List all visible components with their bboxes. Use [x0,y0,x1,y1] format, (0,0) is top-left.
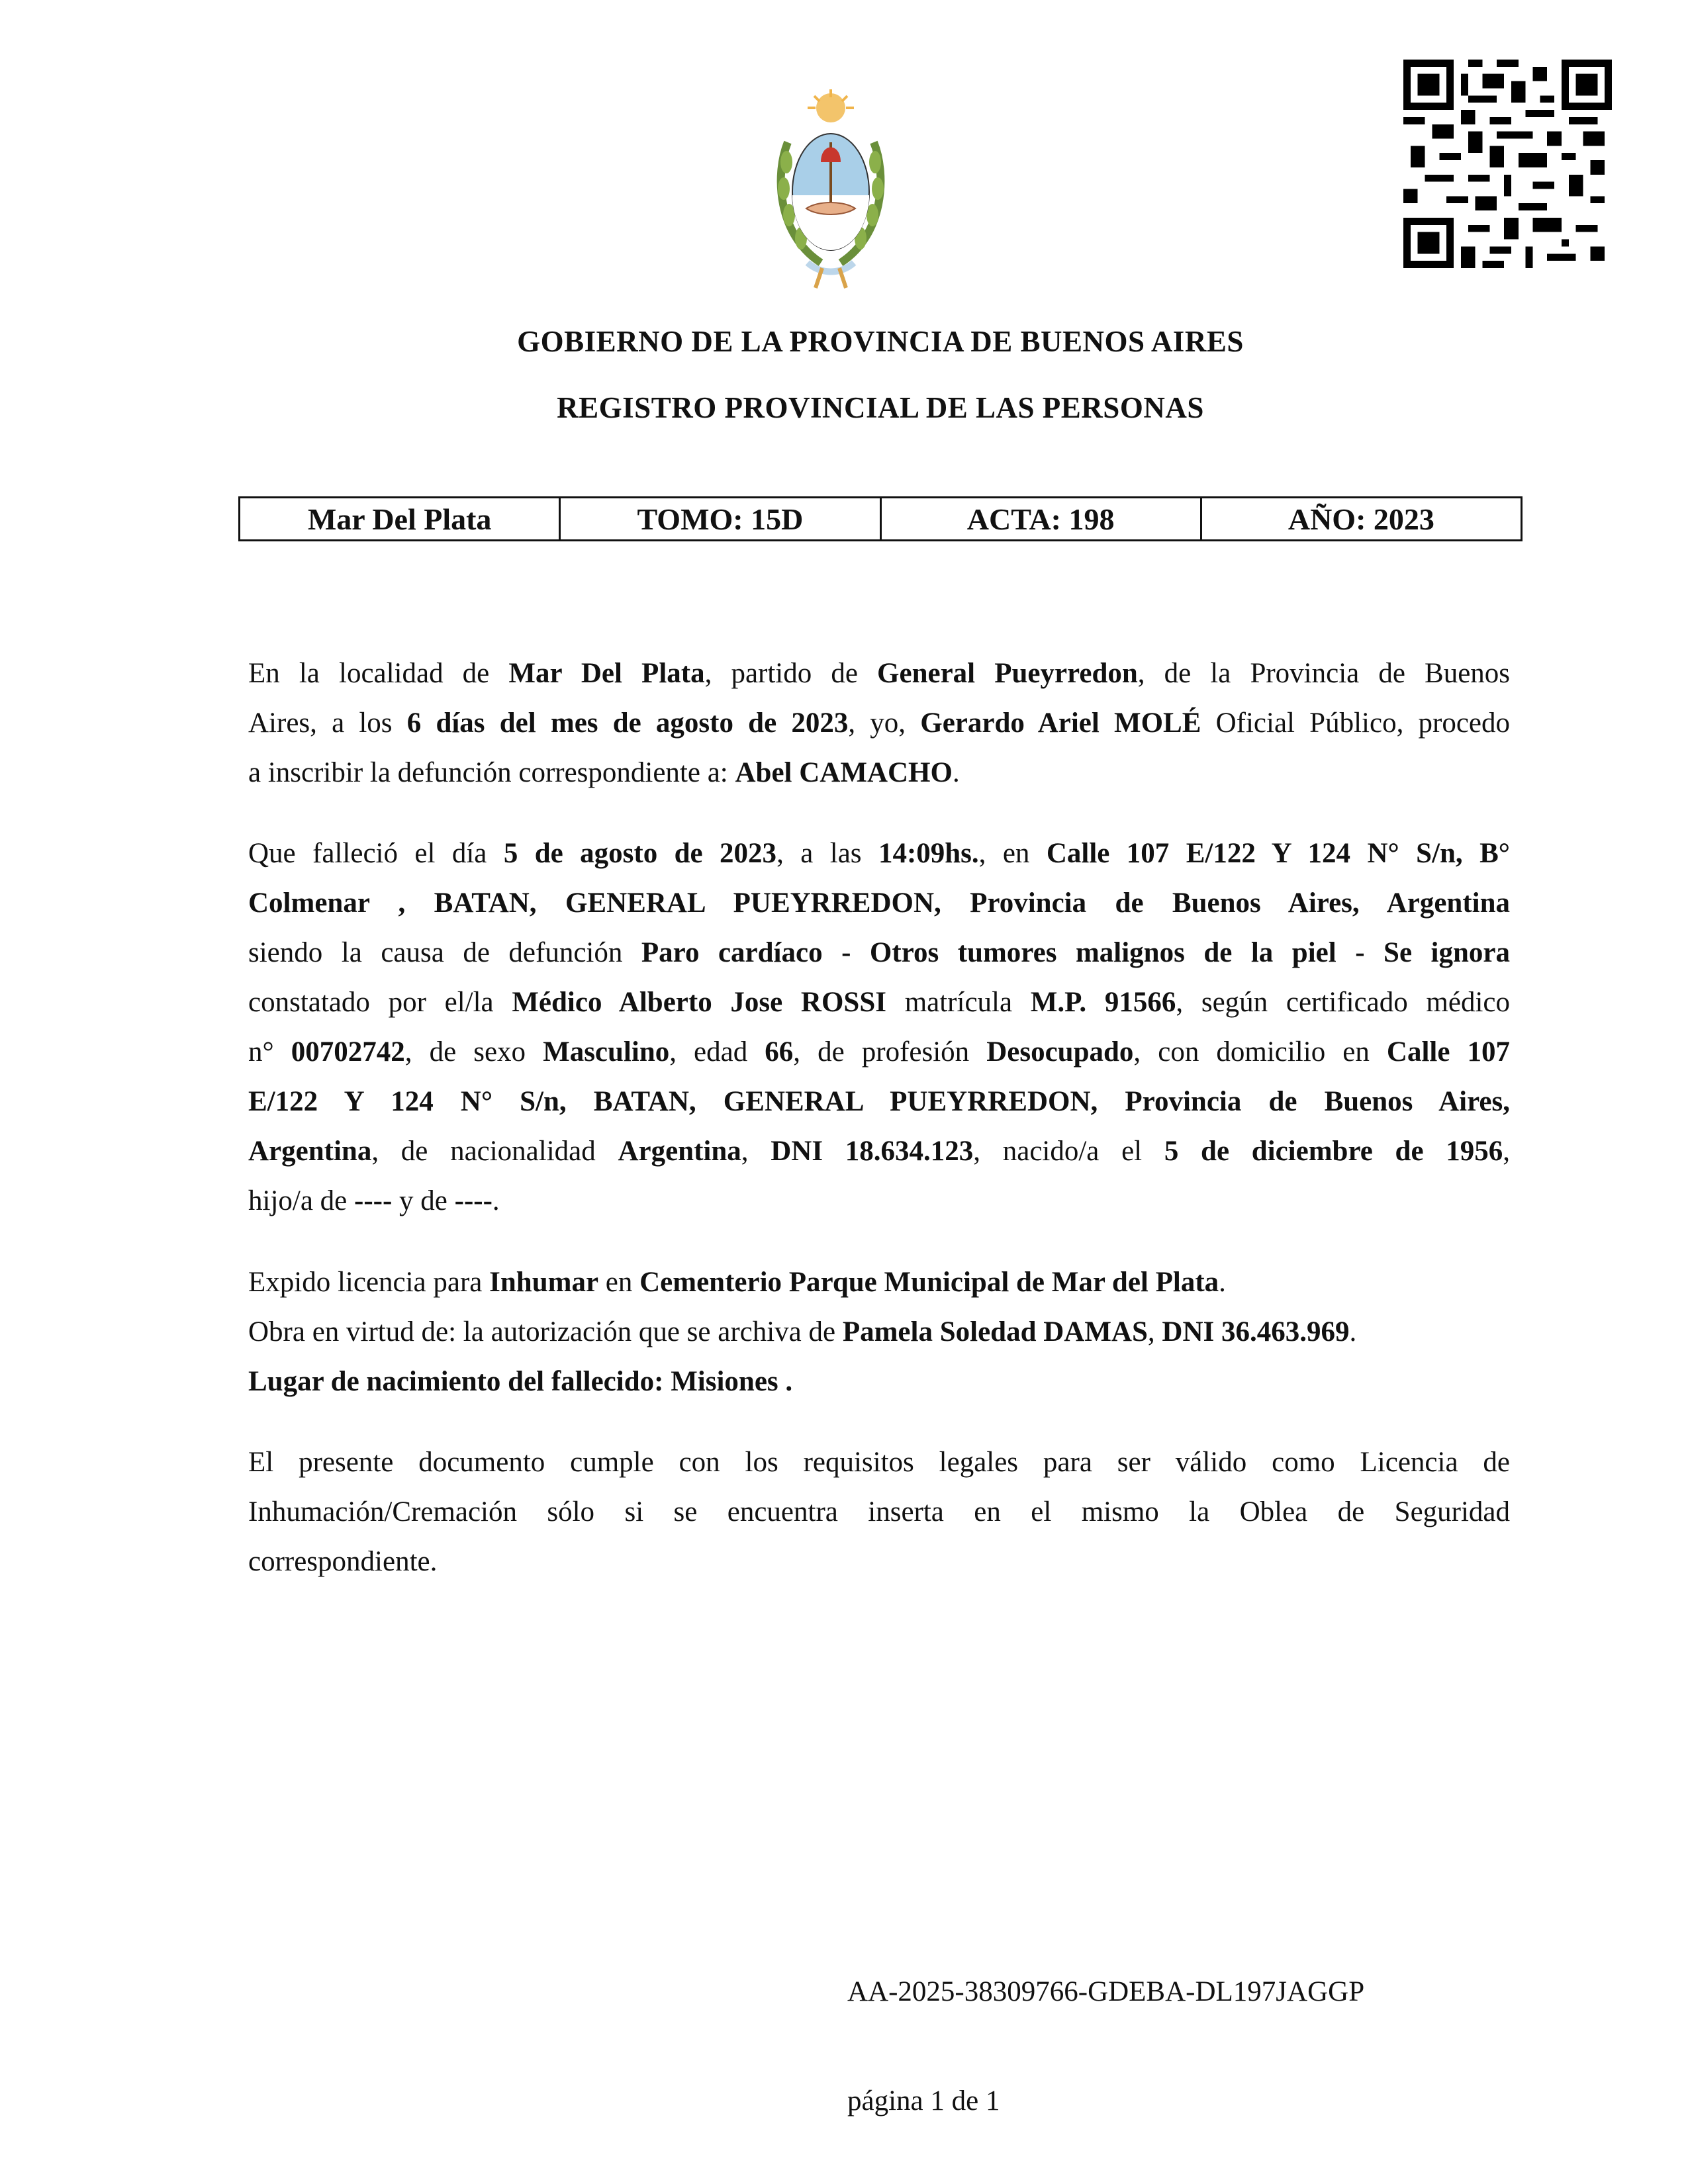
acta-cell: ACTA: 198 [880,498,1201,541]
text-line: Lugar de nacimiento del fallecido: Misiones . [248,1366,793,1397]
page-number: página 1 de 1 [847,2085,1000,2116]
government-title: GOBIERNO DE LA PROVINCIA DE BUENOS AIRES [517,325,1244,358]
inscription-paragraph [248,649,1510,797]
registry-title: REGISTRO PROVINCIAL DE LAS PERSONAS [557,391,1204,424]
text-line: Inhumación/Cremación sólo si se encuentra inserta en el mismo la Oblea de Seguridad [248,1496,1510,1527]
text-line: En la localidad de Mar Del Plata, partido de General Pueyrredon, de la Provincia de Buenos [248,658,1511,689]
text-line: Argentina, de nacionalidad Argentina, DNI 18.634.123, nacido/a el 5 de diciembre de 1956, [248,1136,1510,1167]
registry-row [240,498,1522,541]
coat-of-arms-emblem [761,89,900,298]
text-line: E/122 Y 124 N° S/n, BATAN, GENERAL PUEYRREDON, Provincia de Buenos Aires, [248,1086,1510,1117]
text-line: Aires, a los 6 días del mes de agosto de 2023, yo, Gerardo Ariel MOLÉ Oficial Público, procedo [248,707,1511,739]
text-line: a inscribir la defunción correspondiente a: Abel CAMACHO. [248,757,960,788]
text-line: n° 00702742, de sexo Masculino, edad 66, de profesión Desocupado, con domicilio en Calle 107 [248,1036,1510,1068]
death-details-paragraph [248,829,1510,1226]
qr-code [1403,60,1612,268]
text-line: El presente documento cumple con los requisitos legales para ser válido como Licencia de [248,1447,1510,1478]
license-paragraph [248,1257,1510,1406]
text-line: Expido licencia para Inhumar en Cementerio Parque Municipal de Mar del Plata. [248,1267,1226,1298]
text-line: siendo la causa de defunción Paro cardíaco - Otros tumores malignos de la piel - Se ignora [248,937,1510,968]
locality-cell: Mar Del Plata [240,498,560,541]
text-line: Colmenar , BATAN, GENERAL PUEYRREDON, Provincia de Buenos Aires, Argentina [248,887,1510,919]
anio-cell: AÑO: 2023 [1201,498,1521,541]
text-line: correspondiente. [248,1546,438,1577]
text-line: Que falleció el día 5 de agosto de 2023, a las 14:09hs., en Calle 107 E/122 Y 124 N° S/n, B° [248,838,1510,869]
text-line: constatado por el/la Médico Alberto Jose ROSSI matrícula M.P. 91566, según certificado médico [248,987,1510,1018]
registry-table [238,496,1523,541]
tomo-cell: TOMO: 15D [560,498,880,541]
text-line: hijo/a de ---- y de ----. [248,1185,500,1216]
legal-notice-paragraph [248,1437,1510,1586]
text-line: Obra en virtud de: la autorización que se archiva de Pamela Soledad DAMAS, DNI 36.463.969. [248,1316,1357,1347]
document-code: AA-2025-38309766-GDEBA-DL197JAGGP [847,1976,1365,2007]
